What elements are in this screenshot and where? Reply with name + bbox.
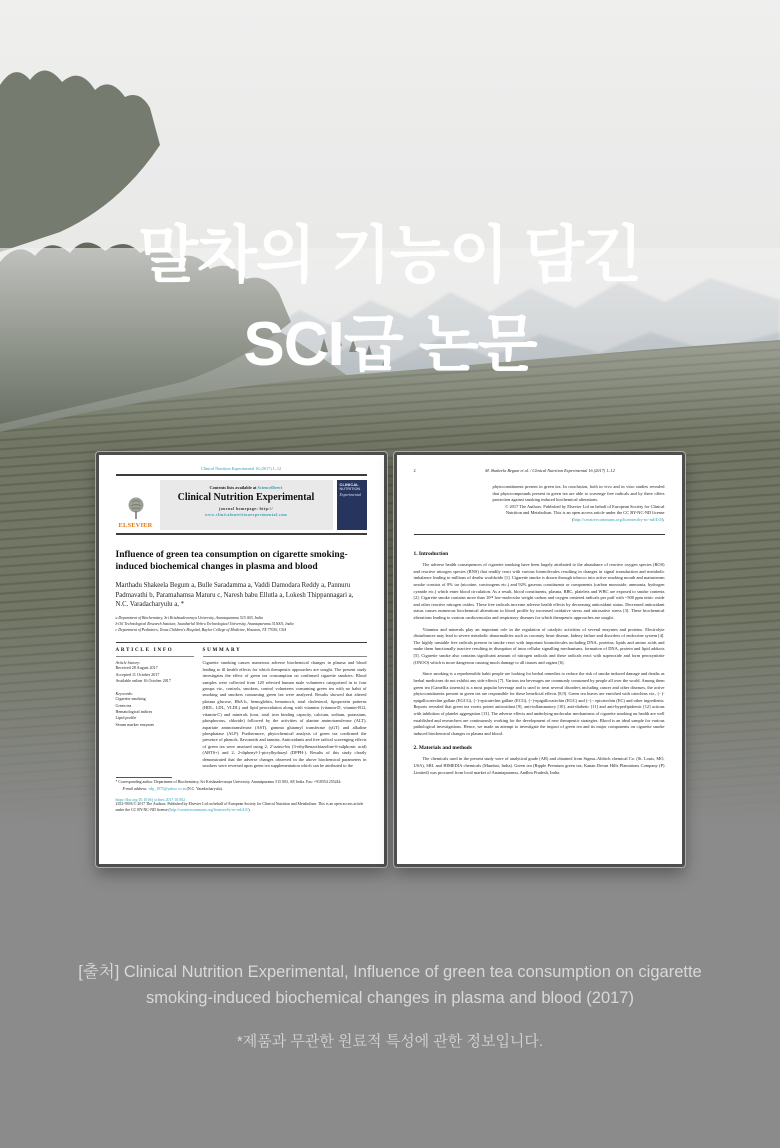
keyword-3: Hematological indices (115, 709, 153, 715)
source-citation: [출처] Clinical Nutrition Experimental, Influence of green tea consumption on cigarette smoking-induced biochemical changes in plasma and blood (2017) (78, 963, 702, 1007)
journal-banner (160, 480, 333, 530)
email-link[interactable]: vdp_1975@yahoo.co.in (148, 787, 186, 792)
email-line (123, 787, 367, 793)
corresponding-author-note: * Corresponding author. Department of Biochemistry, Sri Krishnadevaraya University, Anantapuramu 515 003, AP, India. Fax: +918554 255244. (115, 779, 342, 784)
header-rule-bottom (116, 533, 367, 535)
sciencedirect-link[interactable]: ScienceDirect (257, 485, 283, 490)
article-history-label: Article history: (115, 660, 141, 666)
abstract-divider-rule (414, 534, 665, 536)
journal-title: Clinical Nutrition Experimental (177, 492, 315, 503)
keywords-label: Keywords: (115, 691, 134, 697)
disclaimer-note: *제품과 무관한 원료적 특성에 관한 정보입니다. (236, 1033, 544, 1051)
copyright-suffix: ). (661, 517, 665, 523)
bottom-caption (0, 960, 780, 1051)
running-head-title: M. Shakeela Begum et al. / Clinical Nutrition Experimental 16 (2017) 1–12 (485, 468, 615, 473)
history-received: Received 28 August 2017 (115, 665, 158, 671)
introduction-paragraph-1: The adverse health consequences of cigarette smoking have been largely attributed to the abundance of reactive oxygen species (ROS) and reactive nitrogen species (RNS) that readily react with various biomolecules resulting in changes in signal transduction and metabolic imbalance leading to millions of deaths worldwide [1]. Cigarette smoke is drawn through tobacco into active smoking mouth and mainstream smoke consists of 8% tar (nicotine, carcinogens etc.) and 92% gaseous constituents or components (carbon monoxide, ammonia, hydrogen cyanide etc.) which enter blood circulation. As a result, blood constituents, plasma, RBC, platelets and WBC are exposed to smoke contents [2]. Cigarette smoke contains more than 10¹⁴ low-molecular weight carbon and oxygen centered radicals per puff with ~500 ppm nitric oxide and other reactive nitrogen oxides. These free radicals increase adverse health effects by decreasing antioxidant status. Decreased antioxidant status causes numerous biochemical alterations in blood profile by increased oxidative stress and nitrosative stress [3]. These biochemical alterations leading to various cardiovascular and respiratory diseases for which therapeutic approaches are sought. (413, 562, 665, 621)
email-label: E-mail address: (122, 787, 148, 792)
history-online: Available online 16 October 2017 (115, 678, 171, 684)
journal-cover-thumbnail (337, 480, 367, 530)
article-info-column (116, 648, 203, 769)
cover-title-1: CLINICAL (339, 483, 359, 487)
page-number: 2 (413, 468, 416, 473)
keyword-5: Serum marker enzymes (115, 721, 155, 727)
doi-link[interactable]: https://doi.org/10.1016/j.yclnex.2017.10.002 (115, 797, 186, 802)
header-rule-top (116, 474, 367, 476)
author-list: Marthadu Shakeela Begum a, Bulle Saradamma a, Vaddi Damodara Reddy a, Pannuru Padmavathi b, Paramahamsa Maturu c, Naresh babu Ellutla a, Lokesh Thippannagari a, N.C. Varadacharyulu a, * (115, 581, 354, 609)
article-title: Influence of green tea consumption on cigarette smoking-induced biochemical changes in plasma and blood (115, 550, 348, 573)
keyword-1: Cigarette smoking (115, 696, 146, 702)
paper-page-1 (96, 452, 387, 867)
abstract-continuation (493, 484, 665, 524)
copyright-text: © 2017 The Authors. Published by Elsevier Ltd on behalf of European Society for Clinical Nutrition and Metabolism. This is an open access article under the CC BY-NC-ND license ( (505, 503, 665, 523)
affiliations (116, 615, 367, 633)
license-suffix: ). (248, 807, 251, 812)
homepage-label-text: journal homepage: http:// (219, 505, 273, 511)
history-accepted: Accepted 11 October 2017 (115, 671, 160, 677)
cover-title-2: NUTRITION (339, 487, 361, 491)
paper-pages (0, 452, 780, 867)
affiliation-c: c Department of Pediatrics, Texas Children's Hospital, Baylor College of Medicine, Houston, TX 77030, USA (115, 628, 287, 633)
abstract-continuation-text: phytoconstituents present in green tea. In conclusion, both in vivo and in vitro studies revealed that phytocompounds present in green tea are able to scavenge free radicals and by there offers protection against smoking induced biochemical alterations. (492, 484, 665, 503)
journal-reference: Clinical Nutrition Experimental 16 (2017) 1–12 (200, 466, 282, 471)
hero-title-line1: 말차의 기능이 담긴 (138, 221, 642, 290)
affiliation-b: b Oil Technological Research Institute, Jawaharlal Nehru Technological University, Anantapuramu 515001, India (115, 622, 294, 627)
license-link[interactable]: http://creativecommons.org/licenses/by-nc-nd/4.0/ (169, 807, 249, 812)
keyword-2: Green tea (115, 702, 132, 708)
article-info-heading: ARTICLE INFO (116, 648, 194, 657)
journal-homepage (160, 506, 333, 518)
methods-heading: 2. Materials and methods (413, 745, 472, 752)
footnote-rule (116, 777, 172, 778)
homepage-link[interactable]: www.clinicalnutritionexperimental.com (204, 511, 288, 517)
cover-title-3: Experimental (339, 491, 362, 497)
license-line (116, 802, 367, 814)
elsevier-wordmark: ELSEVIER (118, 522, 153, 529)
introduction-paragraph-3: Since smoking is a reprehensible habit people are looking for herbal remedies to reduce the risk of smoke induced damage and deaths as herbal medicines do not exhibit any side effects [7]. Various tea beverages are commonly consumed by people all over the world. Among them green tea (Camellia sinensis) is a most popular beverage and is used to treat several disorders including cancer and other diseases, the active phytoconstituents present in green tea are responsible for these beneficial effects [8,9]. Green tea leaves are enriched with catechins viz., (−)-epigallocatechin gallate (EGCG), (−)-epicatechin gallate (ECG), (−)-epigallocatechin (EGC) and (−) - epicatechin (EC) and other ingredients. Reports revealed that green tea exerts potent antioxidant [9], anti-inflammatory [10], anti-diabetic [11] and anti-hyperlipidemic [12] actions with inhibition of platelet aggregation [13]. The adverse effects and underlying molecular mechanisms of cigarette smoking on health are well established and researchers are continuously working for the development of new therapeutic strategies. Blood is an ideal sample for various pathological investigations. Hence, we made an attempt to investigate the impact of green tea and its major components on cigarette smoke induced biochemical changes in plasma and blood. (413, 671, 665, 736)
article-info-summary-section (116, 642, 367, 769)
affiliation-a: a Department of Biochemistry, Sri Krishnadevaraya University, Anantapuramu 515 003, India (115, 616, 263, 621)
introduction-paragraph-2: Vitamins and minerals play an important role in the regulation of catalytic activities of several enzymes and proteins. Electrolyte disturbances may lead to severe metabolic abnormalities such as coronary heart disease, kidney failure and disorders of endocrine system [4]. The highly unstable free radicals present in smoke react with important biomolecules including DNA, proteins, lipids and amino acids and make them functionally inactive resulting in disruption of intra cellular signalling mechanisms, formation of DNA, protein and lipid adducts [5]. Cigarette smoke also contains significant amount of nitrogen radicals and these radicals react with superoxide and form peroxynitrite (ONOO) which is more dangerous causing much damage to all tissues and organs [6]. (413, 626, 665, 665)
journal-header (116, 480, 367, 530)
running-head (414, 468, 665, 473)
elsevier-tree-icon (127, 497, 145, 521)
contents-text: Contents lists available at (209, 485, 257, 490)
license-text: 2352-9393/© 2017 The Authors. Published by Elsevier Ltd on behalf of European Society for Clinical Nutrition and Metabolism. This is an open access article under the CC BY-NC-ND license ( (115, 801, 364, 812)
summary-text: Cigarette smoking causes numerous adverse biochemical changes in plasma and blood leading to ill health effects for which therapeutic approaches are sought. The present study investigates the effect of green tea consumption on confirmed cigarette smokers. Blood samples were collected from 120 selected human male volunteers categorized in to four groups viz., controls, smokers, control volunteers consuming green tea with no habit of smoking and smokers consuming green tea were analyzed. Results showed that altered plasma glucose, HbA1c, hemoglobin, hematocrit, total cholesterol, lipoprotein patterns (HDL, LDL, VLDL) and lipid peroxidation along with vitamins (vitamin-D, vitamin-B12, vitamin-C) and minerals (iron, total iron binding capacity, calcium, sodium, potassium, phosphorous, chloride) followed by the activities of alanine aminotransferase (ALT), aspartate aminotransferase (AST), gamma glutamyl transferase (γGT) and alkaline phosphatase (ALP). Furthermore, phytochemical analysis of green tea confirmed the presence of phenols, flavonoids and tannins. Antioxidants and free radical scavenging effects of green tea were assessed using 2, 2'-azino-bis (3-ethylbenzothiazoline-6-sulphonic acid) (ABTS+) and 2, 2-diphenyl-1-picrylhydrazyl (DPPH·). Results of this study clearly demonstrated that the adverse changes observed in the above biochemical parameters in smokers were reversed upon green tea supplementation which can be attributed to the (202, 660, 367, 769)
methods-paragraph-1: The chemicals used in the present study were of analytical grade (AR) and obtained from Sigma–Aldrich chemical Co. (St. Louis, MO, USA), SRL and HIMEDIA chemicals (Mumbai, India). Green tea (Ripple Premium green tea, Kanan Devan Hills Plantations Company (P) Limited) was procured from local market of Anantapuramu, Andhra Pradesh, India. (413, 756, 665, 775)
elsevier-logo (116, 480, 156, 530)
homepage-label (219, 506, 273, 511)
keyword-4: Lipid profile (115, 715, 137, 721)
summary-heading: SUMMARY (203, 648, 367, 657)
contents-line (160, 485, 333, 490)
copyright-license-link[interactable]: http://creativecommons.org/licenses/by-nc-nd/4.0/ (573, 517, 662, 523)
hero-title-line2: SCI급 논문 (243, 310, 537, 380)
paper-page-2 (394, 452, 685, 867)
hero-title (0, 211, 780, 390)
introduction-heading: 1. Introduction (413, 551, 449, 558)
email-suffix: (N.C. Varadacharyulu). (186, 787, 223, 792)
summary-column (203, 648, 367, 769)
copyright-block (493, 504, 665, 524)
